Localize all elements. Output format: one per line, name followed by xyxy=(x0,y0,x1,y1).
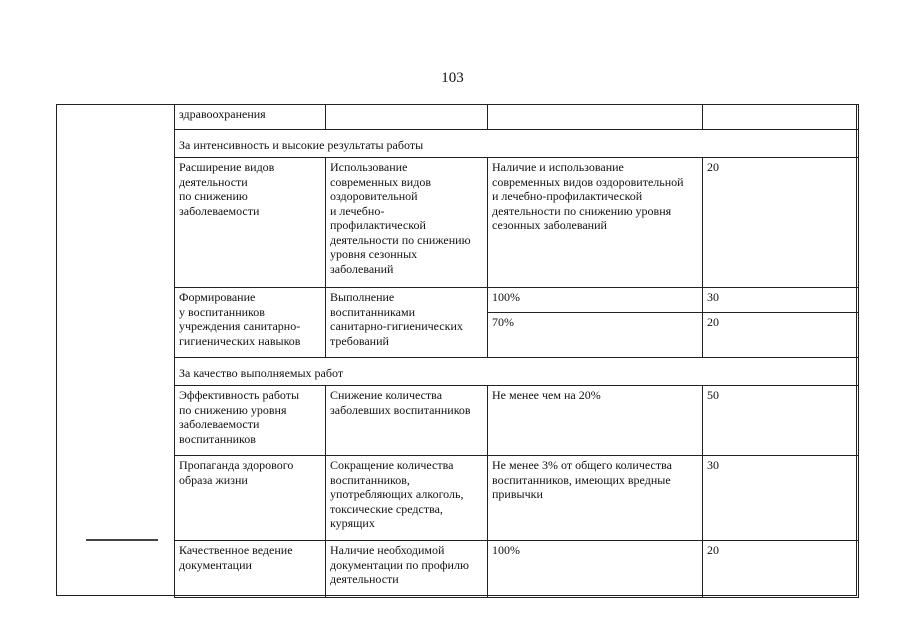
points-cell xyxy=(703,288,859,313)
indicator-cell xyxy=(175,158,326,288)
condition-text: 100% xyxy=(492,290,520,304)
table-row xyxy=(175,158,859,288)
page-number: 103 xyxy=(441,70,464,86)
condition-cell xyxy=(488,456,703,541)
condition-cell xyxy=(488,288,703,313)
section-title: За интенсивность и высокие результаты работы xyxy=(179,138,424,152)
criterion-text: Выполнение воспитанниками санитарно-гигиенических требований xyxy=(330,290,463,348)
section-header-cell xyxy=(175,130,859,158)
section-title: За качество выполняемых работ xyxy=(179,366,344,380)
criterion-cell xyxy=(326,288,488,358)
condition-cell xyxy=(488,313,703,358)
condition-cell xyxy=(488,105,703,130)
condition-text: Не менее чем на 20% xyxy=(492,388,601,402)
criterion-cell xyxy=(326,105,488,130)
indicator-cell xyxy=(175,386,326,456)
indicator-cell xyxy=(175,541,326,598)
stray-line-mark xyxy=(86,539,158,541)
criterion-cell xyxy=(326,158,488,288)
condition-text: 70% xyxy=(492,315,514,329)
criterion-text: Наличие необходимой документации по профилю деятельности xyxy=(330,543,469,586)
section-header-cell xyxy=(175,358,859,386)
criterion-text: Сокращение количества воспитанников, употребляющих алкоголь, токсические средства, курящих xyxy=(330,458,464,530)
criterion-text: Использование современных видов оздоровительной и лечебно- профилактической деятельности по снижению уровня сезонных заболеваний xyxy=(330,160,471,276)
table-row xyxy=(175,288,859,313)
indicator-text: Расширение видов деятельности по снижению заболеваемости xyxy=(179,160,275,218)
points-cell xyxy=(703,158,859,288)
criterion-cell xyxy=(326,386,488,456)
table-row xyxy=(175,456,859,541)
criterion-cell xyxy=(326,541,488,598)
points-text: 20 xyxy=(707,543,719,557)
indicator-cell xyxy=(175,456,326,541)
condition-text: Наличие и использование современных видов оздоровительной и лечебно-профилактической деятельности по снижению уровня сезонных заболеваний xyxy=(492,160,684,232)
points-cell xyxy=(703,386,859,456)
indicator-text: Пропаганда здорового образа жизни xyxy=(179,458,294,487)
table-row xyxy=(175,386,859,456)
section-header-row xyxy=(175,358,859,386)
criteria-table xyxy=(174,104,859,598)
indicator-text: Формирование у воспитанников учреждения санитарно- гигиенических навыков xyxy=(179,290,301,348)
points-cell xyxy=(703,456,859,541)
points-cell xyxy=(703,541,859,598)
condition-text: 100% xyxy=(492,543,520,557)
condition-text: Не менее 3% от общего количества воспитанников, имеющих вредные привычки xyxy=(492,458,672,501)
points-cell xyxy=(703,313,859,358)
table-row xyxy=(175,105,859,130)
condition-cell xyxy=(488,386,703,456)
points-text: 30 xyxy=(707,458,719,472)
points-text: 50 xyxy=(707,388,719,402)
table-row xyxy=(175,541,859,598)
points-text: 20 xyxy=(707,315,719,329)
points-cell xyxy=(703,105,859,130)
indicator-cell xyxy=(175,288,326,358)
indicator-text: Качественное ведение документации xyxy=(179,543,293,572)
indicator-text: Эффективность работы по снижению уровня заболеваемости воспитанников xyxy=(179,388,300,446)
points-text: 20 xyxy=(707,160,719,174)
condition-cell xyxy=(488,158,703,288)
criterion-cell xyxy=(326,456,488,541)
indicator-text: здравоохранения xyxy=(179,107,266,121)
condition-cell xyxy=(488,541,703,598)
criterion-text: Снижение количества заболевших воспитанников xyxy=(330,388,471,417)
points-text: 30 xyxy=(707,290,719,304)
indicator-cell xyxy=(175,105,326,130)
section-header-row xyxy=(175,130,859,158)
